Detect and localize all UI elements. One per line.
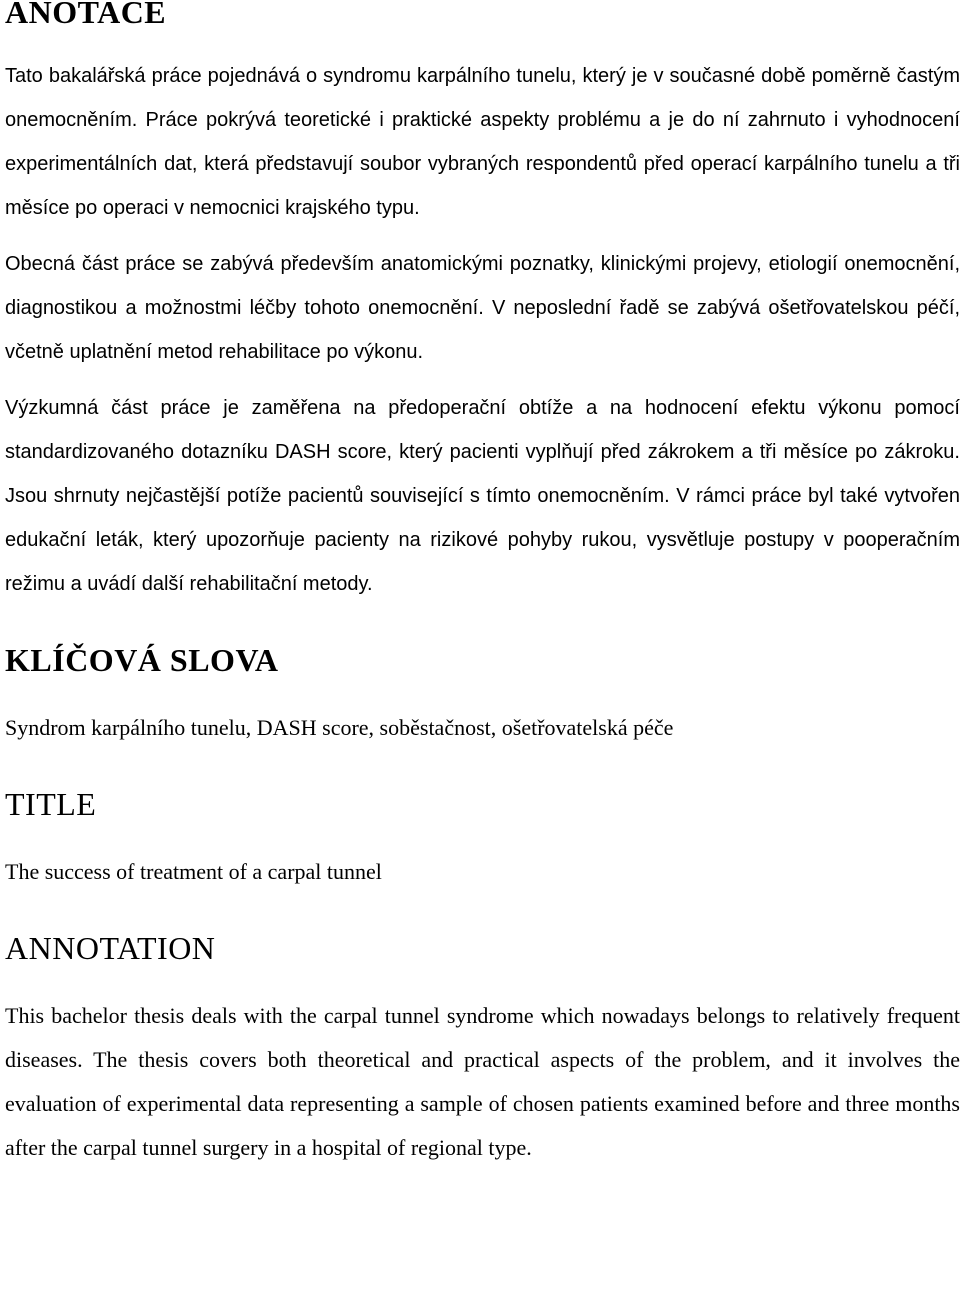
- document-page: [5, 0, 960, 1170]
- title-text: The success of treatment of a carpal tunnel: [5, 859, 382, 884]
- heading-anotace: ANOTACE: [5, 0, 167, 30]
- anotace-paragraph-1: Tato bakalářská práce pojednává o syndromu karpálního tunelu, který je v současné době poměrně častým onemocněním. Práce pokrývá teoretické i praktické aspekty problému a je do ní zahrnuto i vyhodnocení experimentálních dat, která představují soubor vybraných respondentů před operací karpálního tunelu a tři měsíce po operaci v nemocnici krajského typu.: [5, 65, 960, 219]
- heading-klicova-slova: KLÍČOVÁ SLOVA: [5, 642, 279, 678]
- anotace-paragraph-2: Obecná část práce se zabývá především anatomickými poznatky, klinickými projevy, etiologií onemocnění, diagnostikou a možnostmi léčby tohoto onemocnění. V neposlední řadě se zabývá ošetřovatelskou péčí, včetně uplatnění metod rehabilitace po výkonu.: [5, 253, 960, 363]
- heading-annotation: ANNOTATION: [5, 930, 216, 966]
- anotace-paragraph-3: Výzkumná část práce je zaměřena na předoperační obtíže a na hodnocení efektu výkonu pomocí standardizovaného dotazníku DASH score, který pacienti vyplňují před zákrokem a tři měsíce po zákroku. Jsou shrnuty nejčastější potíže pacientů související s tímto onemocněním. V rámci práce byl také vytvořen edukační leták, který upozorňuje pacienty na rizikové pohyby rukou, vysvětluje postupy v pooperačním režimu a uvádí další rehabilitační metody.: [5, 397, 960, 595]
- heading-title: TITLE: [5, 786, 97, 822]
- annotation-text: This bachelor thesis deals with the carpal tunnel syndrome which nowadays belongs to relatively frequent diseases. The thesis covers both theoretical and practical aspects of the problem, and it involves the evaluation of experimental data representing a sample of chosen patients examined before and three months after the carpal tunnel surgery in a hospital of regional type.: [5, 1003, 960, 1160]
- keywords-text: Syndrom karpálního tunelu, DASH score, soběstačnost, ošetřovatelská péče: [5, 715, 674, 740]
